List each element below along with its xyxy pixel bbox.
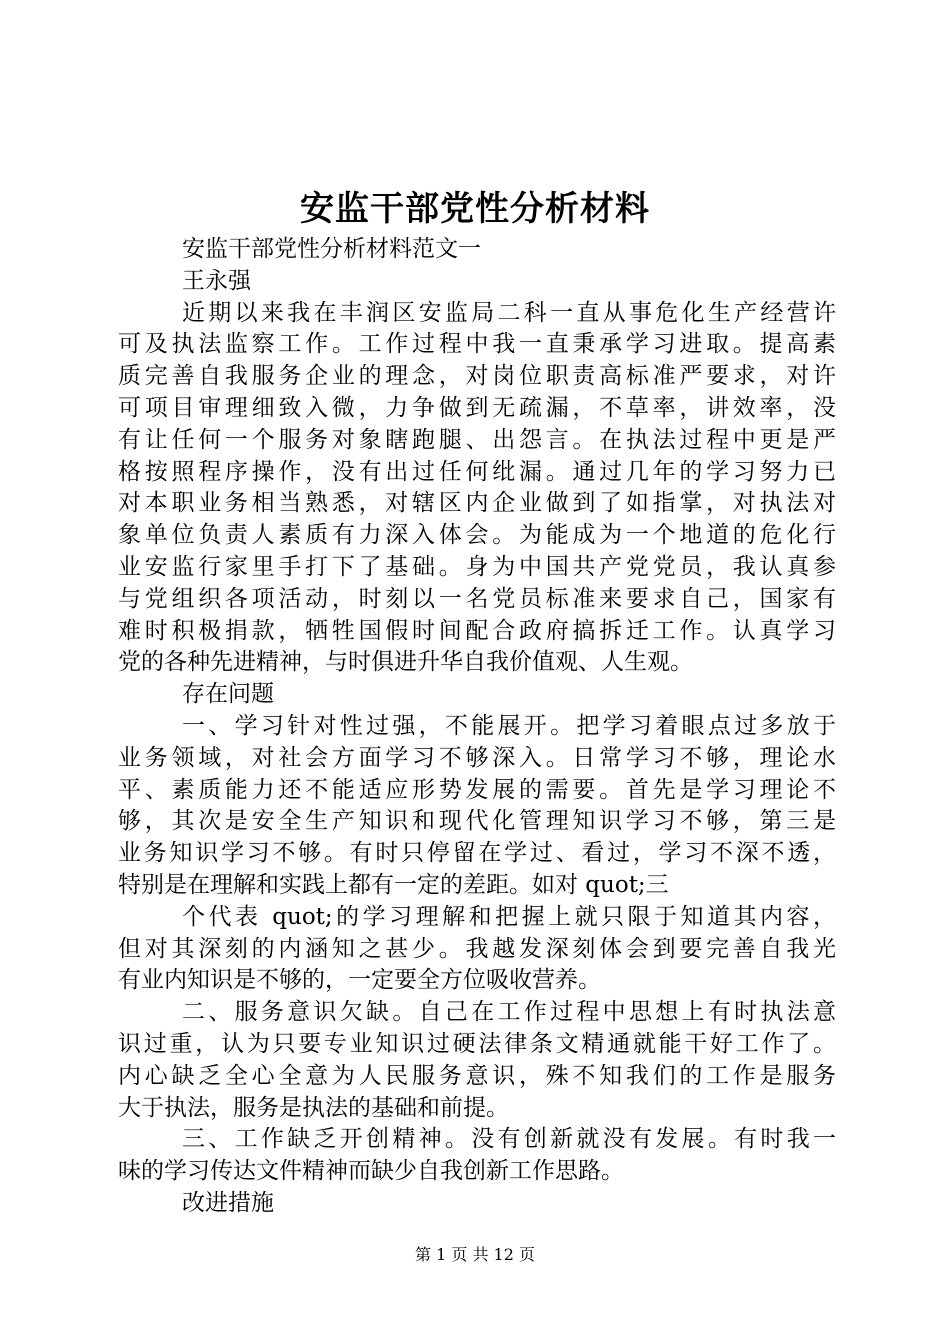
body-line: 难时积极捐款，牺牲国假时间配合政府搞拆迁工作。认真学习 <box>118 617 836 644</box>
body-line: 近期以来我在丰润区安监局二科一直从事危化生产经营许 <box>182 299 836 326</box>
body-line: 一、学习针对性过强，不能展开。把学习着眼点过多放于 <box>182 712 836 739</box>
body-line: 可及执法监察工作。工作过程中我一直秉承学习进取。提高素 <box>118 331 836 358</box>
document-title: 安监干部党性分析材料 <box>300 189 650 229</box>
body-line: 平、素质能力还不能适应形势发展的需要。首先是学习理论不 <box>118 776 836 803</box>
body-line: 特别是在理解和实践上都有一定的差距。如对 quot;三 <box>118 871 669 898</box>
body-line: 味的学习传达文件精神而缺少自我创新工作思路。 <box>118 1158 624 1185</box>
body-line: 业务知识学习不够。有时只停留在学过、看过，学习不深不透， <box>118 840 836 867</box>
body-line: 有业内知识是不够的，一定要全方位吸收营养。 <box>118 967 601 994</box>
body-line: 改进措施 <box>182 1189 274 1216</box>
body-line: 大于执法，服务是执法的基础和前提。 <box>118 1094 509 1121</box>
body-line: 与党组织各项活动，时刻以一名党员标准来要求自己，国家有 <box>118 585 836 612</box>
body-line: 对本职业务相当熟悉，对辖区内企业做到了如指掌，对执法对 <box>118 490 836 517</box>
body-line: 二、服务意识欠缺。自己在工作过程中思想上有时执法意 <box>182 999 836 1026</box>
body-line: 安监干部党性分析材料范文一 <box>182 236 481 262</box>
body-line: 王永强 <box>182 267 251 294</box>
body-line: 业务领域，对社会方面学习不够深入。日常学习不够，理论水 <box>118 744 836 771</box>
body-line: 质完善自我服务企业的理念，对岗位职责高标准严要求，对许 <box>118 363 836 390</box>
body-line: 内心缺乏全心全意为人民服务意识，殊不知我们的工作是服务 <box>118 1062 836 1089</box>
body-line: 够，其次是安全生产知识和现代化管理知识学习不够，第三是 <box>118 808 836 835</box>
document-body <box>118 234 836 1220</box>
body-line: 存在问题 <box>182 681 274 708</box>
body-line: 识过重，认为只要专业知识过硬法律条文精通就能干好工作了。 <box>118 1030 836 1057</box>
body-line: 个代表 quot;的学习理解和把握上就只限于知道其内容， <box>182 903 836 930</box>
body-line: 三、工作缺乏开创精神。没有创新就没有发展。有时我一 <box>182 1126 836 1153</box>
body-line: 但对其深刻的内涵知之甚少。我越发深刻体会到要完善自我光 <box>118 935 836 962</box>
body-line: 业安监行家里手打下了基础。身为中国共产党党员，我认真参 <box>118 553 836 580</box>
body-line: 可项目审理细致入微，力争做到无疏漏，不草率，讲效率，没 <box>118 394 836 421</box>
page-footer: 第 1 页 共 12 页 <box>415 1245 535 1264</box>
body-line: 格按照程序操作，没有出过任何纰漏。通过几年的学习努力已 <box>118 458 836 485</box>
body-line: 党的各种先进精神，与时俱进升华自我价值观、人生观。 <box>118 649 693 676</box>
body-line: 象单位负责人素质有力深入体会。为能成为一个地道的危化行 <box>118 522 836 549</box>
body-line: 有让任何一个服务对象瞎跑腿、出怨言。在执法过程中更是严 <box>118 426 836 453</box>
